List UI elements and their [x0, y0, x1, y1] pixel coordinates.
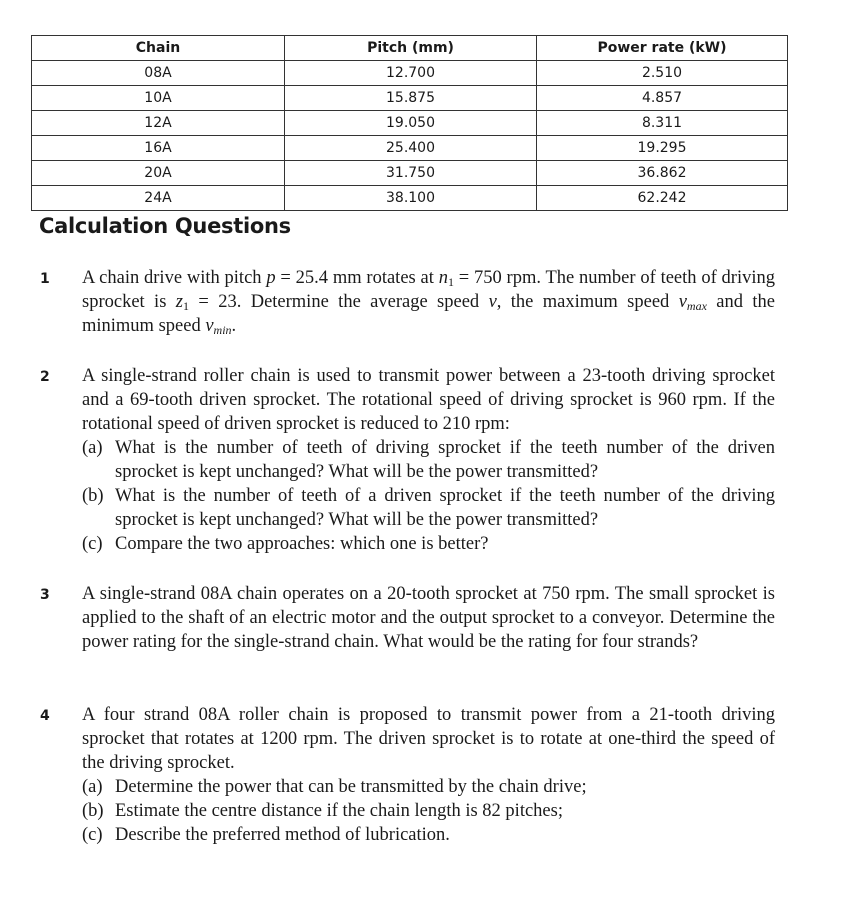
cell-pitch: 15.875: [285, 86, 537, 111]
sub-question-label: (b): [82, 486, 104, 506]
question-number: 4: [40, 708, 50, 724]
question-text: A single-strand 08A chain operates on a 20-tooth sprocket at 750 rpm. The small sprocket is applied to the shaft of an electric motor and the output sprocket to a conveyor. Determine the power rating for the single-strand chain. What would be the rating for four strands?: [82, 584, 775, 652]
sub-question-text: What is the number of teeth of driving sprocket if the teeth number of the driven sprocket is kept unchanged? What will be the power transmitted?: [115, 438, 775, 482]
header-pitch: Pitch (mm): [285, 36, 537, 61]
sub-question: [82, 775, 775, 799]
cell-chain: 10A: [32, 86, 285, 111]
table-header-row: [32, 36, 788, 61]
cell-pitch: 19.050: [285, 111, 537, 136]
header-power-rate: Power rate (kW): [537, 36, 788, 61]
sub-question-label: (c): [82, 534, 103, 554]
cell-chain: 08A: [32, 61, 285, 86]
question-text: A four strand 08A roller chain is proposed to transmit power from a 21-tooth driving sprocket that rotates at 1200 rpm. The driven sprocket is to rotate at one-third the speed of the driving sprocket.: [82, 705, 775, 773]
sub-question-text: Describe the preferred method of lubrication.: [115, 825, 450, 845]
cell-power: 8.311: [537, 111, 788, 136]
cell-power: 62.242: [537, 186, 788, 211]
sub-question: [82, 532, 775, 556]
cell-pitch: 12.700: [285, 61, 537, 86]
sub-question: [82, 799, 775, 823]
table-row: [32, 186, 788, 211]
sub-question: [82, 823, 775, 847]
cell-power: 4.857: [537, 86, 788, 111]
sub-question: [82, 484, 775, 532]
question-number: 2: [40, 369, 50, 385]
sub-question-label: (b): [82, 801, 104, 821]
cell-pitch: 25.400: [285, 136, 537, 161]
table-row: [32, 61, 788, 86]
sub-question-label: (a): [82, 438, 103, 458]
question-4: [40, 703, 775, 847]
cell-power: 36.862: [537, 161, 788, 186]
cell-chain: 24A: [32, 186, 285, 211]
sub-question-text: Compare the two approaches: which one is better?: [115, 534, 489, 554]
question-text: A chain drive with pitch p = 25.4 mm rotates at $n_1 = 750$ rpm. The number of teeth of driving sprocket is $z_1 = 23$. Determine the average speed v, the maximum speed $v_{max}$ and the minimum speed $v_{min}$.: [82, 268, 776, 337]
table-row: [32, 161, 788, 186]
cell-power: 2.510: [537, 61, 788, 86]
header-chain: Chain: [32, 36, 285, 61]
sub-question-label: (a): [82, 777, 103, 797]
question-3: [40, 582, 775, 654]
question-1: [40, 266, 775, 338]
table-row: [32, 136, 788, 161]
cell-chain: 12A: [32, 111, 285, 136]
sub-question-list: [82, 436, 775, 556]
cell-power: 19.295: [537, 136, 788, 161]
table-row: [32, 111, 788, 136]
sub-question-list: [82, 775, 775, 847]
question-text: A single-strand roller chain is used to transmit power between a 23-tooth driving sprocket and a 69-tooth driven sprocket. The rotational speed of driving sprocket is 960 rpm. If the rotational speed of driven sprocket is reduced to 210 rpm:: [82, 366, 775, 434]
sub-question-label: (c): [82, 825, 103, 845]
cell-pitch: 31.750: [285, 161, 537, 186]
chain-spec-table: [31, 35, 788, 211]
sub-question: [82, 436, 775, 484]
sub-question-text: Estimate the centre distance if the chain length is 82 pitches;: [115, 801, 563, 821]
sub-question-text: Determine the power that can be transmitted by the chain drive;: [115, 777, 587, 797]
cell-pitch: 38.100: [285, 186, 537, 211]
question-number: 1: [40, 271, 50, 287]
cell-chain: 20A: [32, 161, 285, 186]
section-title: Calculation Questions: [39, 214, 291, 238]
table-row: [32, 86, 788, 111]
cell-chain: 16A: [32, 136, 285, 161]
question-number: 3: [40, 587, 50, 603]
question-2: [40, 364, 775, 556]
sub-question-text: What is the number of teeth of a driven sprocket if the teeth number of the driving sprocket is kept unchanged? What will be the power transmitted?: [115, 486, 775, 530]
